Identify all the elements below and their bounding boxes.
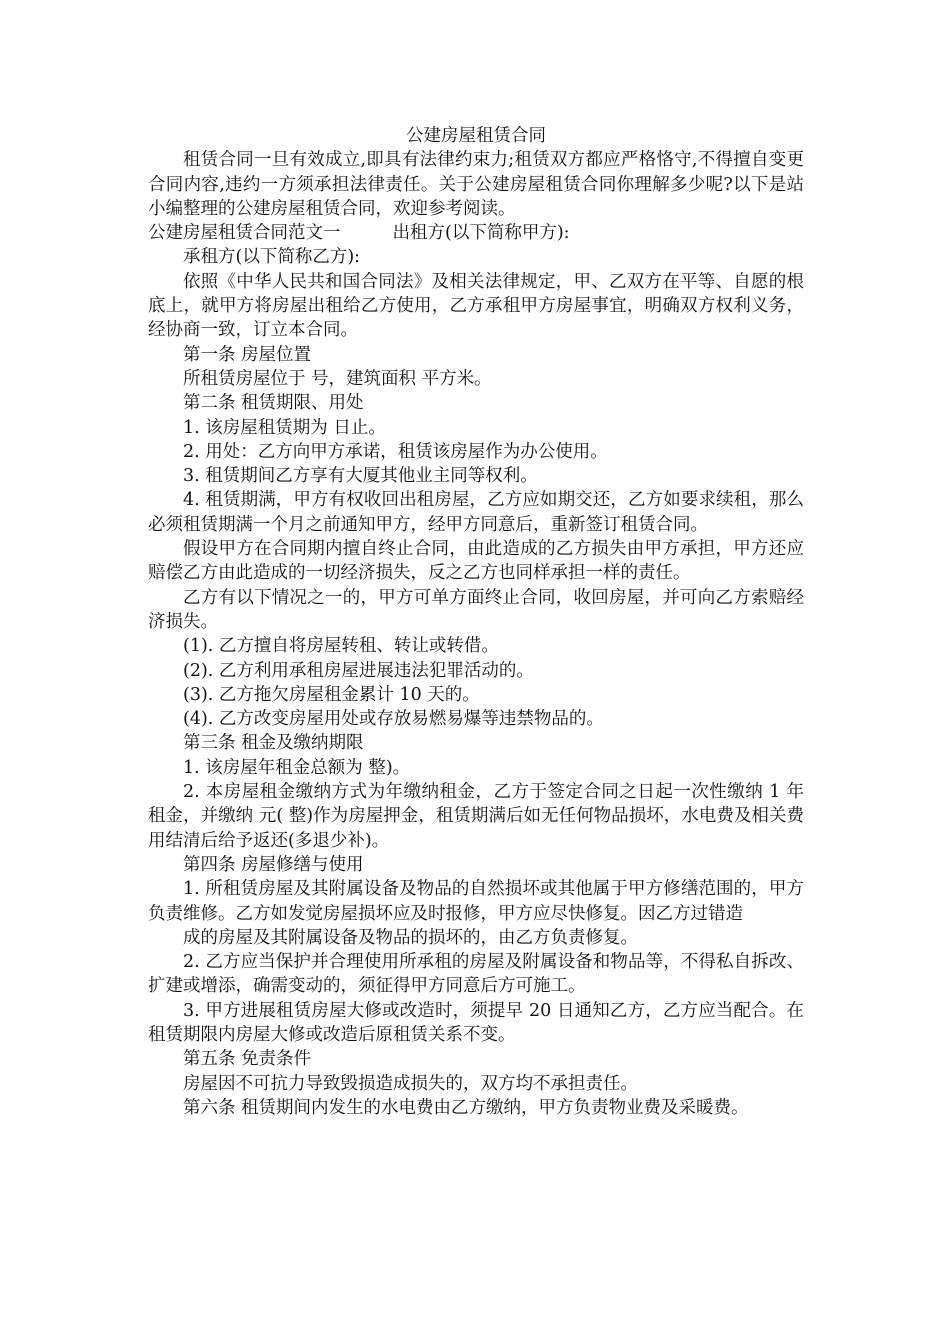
- article-3-title: 第三条 租金及缴纳期限: [183, 733, 364, 754]
- document-title: 公建房屋租赁合同: [406, 126, 546, 146]
- article-2-item-4: 4. 租赁期满，甲方有权收回出租房屋，乙方应如期交还，乙方如要求续租，那么必须租赁期满一个月之前通知甲方，经甲方同意后，重新签订租赁合同。: [148, 490, 804, 535]
- lessee-line: 承租方(以下简称乙方):: [183, 247, 361, 268]
- article-5-paragraph: 房屋因不可抗力导致毁损造成损失的，双方均不承担责任。: [183, 1073, 638, 1094]
- article-2-title: 第二条 租赁期限、用处: [183, 393, 364, 414]
- article-2-case-3: (3). 乙方拖欠房屋租金累计 10 天的。: [183, 684, 480, 705]
- article-2-item-2: 2. 用处：乙方向甲方承诺，租赁该房屋作为办公使用。: [183, 441, 608, 462]
- document-page: [148, 124, 804, 1120]
- article-4-title: 第四条 房屋修缮与使用: [183, 854, 364, 875]
- article-2-item-1: 1. 该房屋租赁期为 日止。: [183, 417, 386, 438]
- preamble-paragraph: 依照《中华人民共和国合同法》及相关法律规定，甲、乙双方在平等、自愿的根底上，就甲方将房屋出租给乙方使用，乙方承租甲方房屋事宜，明确双方权利义务，经协商一致，订立本合同。: [148, 271, 804, 341]
- article-4-item-1-continued: 成的房屋及其附属设备及物品的损坏的，由乙方负责修复。: [183, 927, 638, 948]
- article-2-case-2: (2). 乙方利用承租房屋进展违法犯罪活动的。: [183, 660, 534, 681]
- lessor-line: 出租方(以下简称甲方):: [392, 223, 570, 244]
- article-2-case-4: (4). 乙方改变房屋用处或存放易燃易爆等违禁物品的。: [183, 709, 604, 730]
- sample-label: 公建房屋租赁合同范文一: [148, 223, 341, 244]
- article-3-item-2: 2. 本房屋租金缴纳方式为年缴纳租金，乙方于签定合同之日起一次性缴纳 1 年租金，并缴纳 元( 整)作为房屋押金，租赁期满后如无任何物品损坏，水电费及相关费用结清后给予返还(多退少补)。: [148, 782, 804, 851]
- article-4-item-3: 3. 甲方进展租赁房屋大修或改造时，须提早 20 日通知乙方，乙方应当配合。在租赁期限内房屋大修或改造后原租赁关系不变。: [148, 1000, 804, 1045]
- article-3-item-1: 1. 该房屋年租金总额为 整)。: [183, 757, 411, 778]
- article-2-item-3: 3. 租赁期间乙方享有大厦其他业主同等权利。: [183, 466, 538, 487]
- article-4-item-2: 2. 乙方应当保护并合理使用所承租的房屋及附属设备和物品等，不得私自拆改、扩建或增添，确需变动的，须征得甲方同意后方可施工。: [148, 952, 804, 997]
- article-2-paragraph-termination: 乙方有以下情况之一的，甲方可单方面终止合同，收回房屋，并可向乙方索赔经济损失。: [148, 587, 804, 632]
- article-6-paragraph: 第六条 租赁期间内发生的水电费由乙方缴纳，甲方负责物业费及采暖费。: [183, 1097, 749, 1118]
- article-2-paragraph-breach: 假设甲方在合同期内擅自终止合同，由此造成的乙方损失由甲方承担，甲方还应赔偿乙方由此造成的一切经济损失，反之乙方也同样承担一样的责任。: [148, 539, 804, 584]
- intro-paragraph: 租赁合同一旦有效成立,即具有法律约束力;租赁双方都应严格恪守,不得擅自变更合同内容,违约一方须承担法律责任。关于公建房屋租赁合同你理解多少呢?以下是站小编整理的公建房屋租赁合同，欢迎参考阅读。: [148, 150, 804, 219]
- article-5-title: 第五条 免责条件: [183, 1049, 312, 1070]
- article-1-paragraph: 所租赁房屋位于 号，建筑面积 平方米。: [183, 368, 492, 389]
- sample-heading-line: [148, 221, 804, 245]
- article-2-case-1: (1). 乙方擅自将房屋转租、转让或转借。: [183, 636, 499, 657]
- article-4-item-1: 1. 所租赁房屋及其附属设备及物品的自然损坏或其他属于甲方修缮范围的，甲方负责维修。乙方如发觉房屋损坏应及时报修，甲方应尽快修复。因乙方过错造: [148, 879, 804, 924]
- article-1-title: 第一条 房屋位置: [183, 344, 312, 365]
